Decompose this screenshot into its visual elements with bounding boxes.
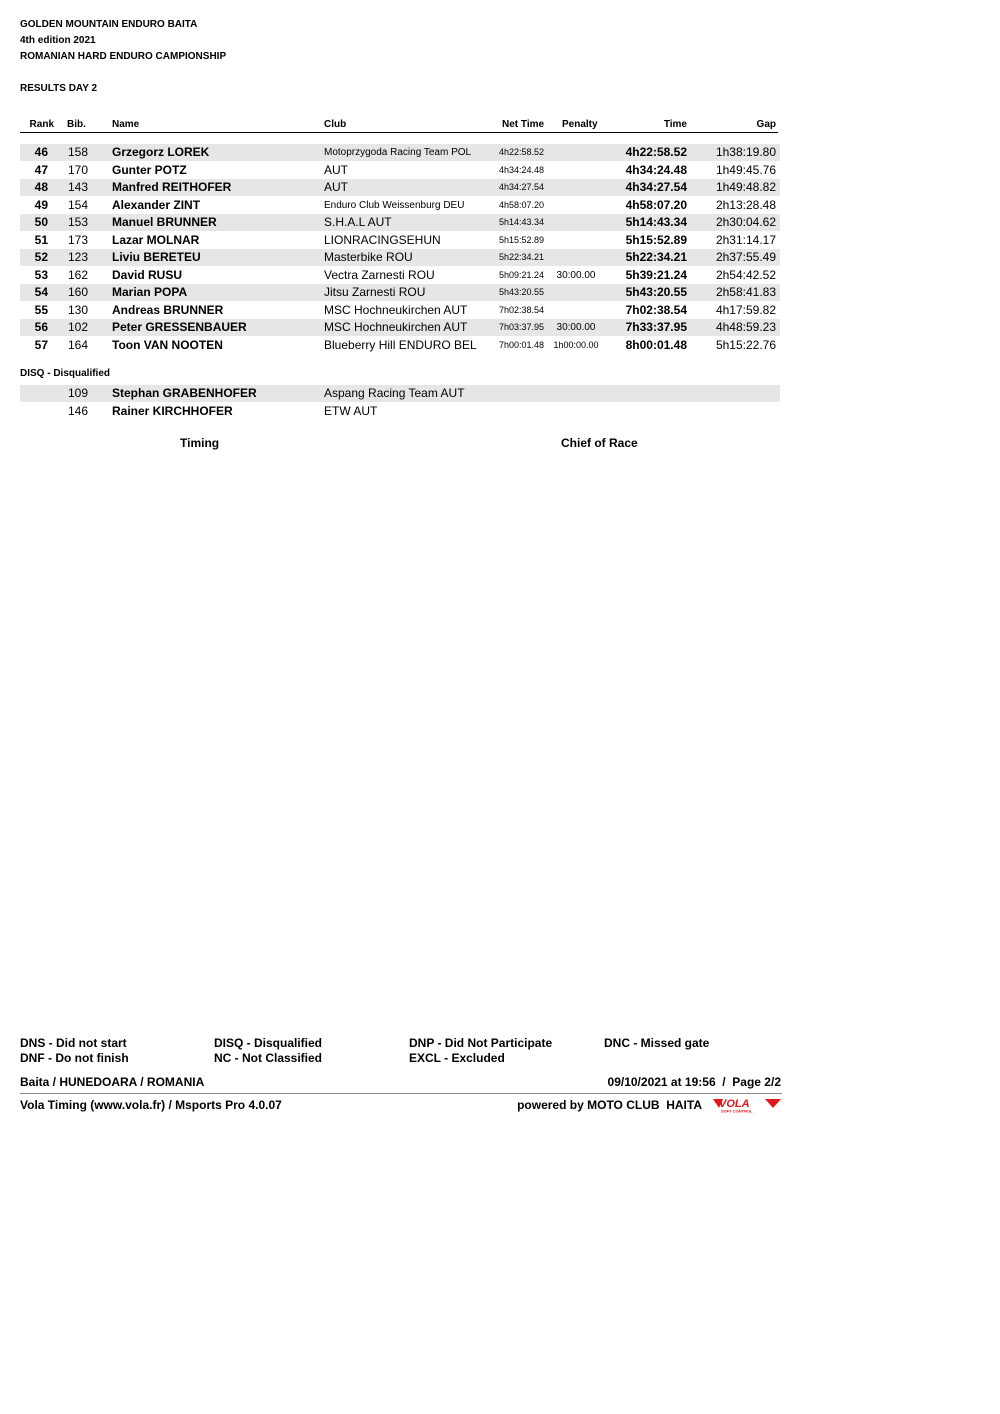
name-cell: Marian POPA (112, 285, 188, 299)
table-row (20, 302, 780, 319)
name-cell: Andreas BRUNNER (112, 302, 224, 317)
col-time-header: Time (663, 119, 687, 130)
col-club-header: Club (324, 119, 347, 130)
legend-dnf: DNF - Do not finish (20, 1051, 129, 1065)
bib-cell: 109 (68, 386, 89, 400)
net-time-cell: 5h09:21.24 (499, 269, 545, 280)
gap-cell: 2h54:42.52 (715, 267, 776, 282)
name-cell: Manfred REITHOFER (112, 180, 232, 194)
rank-cell: 48 (34, 180, 48, 194)
time-cell: 5h14:43.34 (625, 215, 687, 229)
name-cell: Alexander ZINT (112, 197, 201, 212)
rank-cell: 51 (34, 232, 48, 247)
time-cell: 8h00:01.48 (625, 337, 687, 352)
legend-dnc: DNC - Missed gate (604, 1036, 710, 1050)
gap-cell: 5h15:22.76 (715, 337, 776, 352)
name-cell: Liviu BERETEU (112, 250, 201, 264)
table-row (20, 249, 780, 266)
club-cell: AUT (324, 180, 348, 194)
net-time-cell: 7h00:01.48 (499, 339, 545, 350)
gap-cell: 1h38:19.80 (715, 145, 776, 159)
time-cell: 4h22:58.52 (625, 145, 687, 159)
table-row (20, 179, 780, 196)
bib-cell: 162 (68, 267, 89, 282)
club-cell: Vectra Zarnesti ROU (324, 267, 435, 282)
net-time-cell: 5h15:52.89 (499, 234, 545, 245)
legend-nc: NC - Not Classified (214, 1051, 323, 1065)
footer-software: Vola Timing (www.vola.fr) / Msports Pro 4.0.07 (20, 1098, 282, 1112)
club-cell: S.H.A.L AUT (324, 215, 392, 229)
time-cell: 7h02:38.54 (625, 302, 687, 317)
gap-cell: 2h37:55.49 (715, 250, 776, 264)
net-time-cell: 7h03:37.95 (499, 322, 545, 332)
legend-excl: EXCL - Excluded (409, 1051, 505, 1065)
time-cell: 5h39:21.24 (625, 267, 687, 282)
gap-cell: 2h13:28.48 (715, 197, 776, 212)
name-cell: Lazar MOLNAR (112, 232, 200, 247)
table-row (20, 284, 780, 301)
table-row (20, 162, 780, 179)
rank-cell: 50 (34, 215, 48, 229)
header-divider (20, 132, 778, 133)
footer-divider (20, 1093, 782, 1094)
legend-disq: DISQ - Disqualified (214, 1036, 323, 1050)
rank-cell: 54 (34, 285, 48, 299)
net-time-cell: 5h22:34.21 (499, 252, 545, 262)
time-cell: 5h43:20.55 (625, 285, 687, 299)
name-cell: Gunter POTZ (112, 162, 187, 177)
penalty-cell: 1h00:00.00 (553, 339, 599, 350)
bib-cell: 123 (68, 250, 89, 264)
net-time-cell: 4h34:27.54 (499, 182, 545, 192)
table-row (20, 197, 780, 214)
gap-cell: 1h49:45.76 (715, 162, 776, 177)
timing-signature-label: Timing (180, 436, 220, 450)
table-row (20, 267, 780, 284)
bib-cell: 170 (68, 162, 89, 177)
table-row (20, 385, 780, 402)
table-row (20, 403, 780, 420)
club-cell: Aspang Racing Team AUT (324, 386, 465, 400)
rank-cell: 47 (34, 162, 48, 177)
bib-cell: 164 (68, 337, 89, 352)
bib-cell: 154 (68, 197, 89, 212)
club-cell: LIONRACINGSEHUN (324, 232, 441, 247)
col-gap-header: Gap (756, 119, 776, 130)
rank-cell: 55 (34, 302, 48, 317)
legend-dns: DNS - Did not start (20, 1036, 127, 1050)
rank-cell: 53 (34, 267, 48, 282)
gap-cell: 4h48:59.23 (715, 320, 776, 334)
gap-cell: 2h31:14.17 (715, 232, 776, 247)
name-cell: Grzegorz LOREK (112, 145, 210, 159)
event-edition: 4th edition 2021 (20, 35, 96, 46)
name-cell: Toon VAN NOOTEN (112, 337, 223, 352)
bib-cell: 173 (68, 232, 89, 247)
net-time-cell: 5h43:20.55 (499, 287, 545, 297)
footer-location: Baita / HUNEDOARA / ROMANIA (20, 1075, 205, 1089)
bib-cell: 160 (68, 285, 89, 299)
vola-logo-subtext: SOFT CONTROL (721, 1108, 753, 1113)
net-time-cell: 4h22:58.52 (499, 147, 545, 157)
name-cell: Rainer KIRCHHOFER (112, 403, 233, 418)
name-cell: Peter GRESSENBAUER (112, 320, 247, 334)
bib-cell: 158 (68, 145, 89, 159)
club-cell: MSC Hochneukirchen AUT (324, 302, 468, 317)
club-cell: MSC Hochneukirchen AUT (324, 320, 468, 334)
table-row (20, 337, 780, 354)
rank-cell: 52 (34, 250, 48, 264)
name-cell: Stephan GRABENHOFER (112, 386, 257, 400)
table-row (20, 319, 780, 336)
col-name-header: Name (112, 119, 140, 130)
vola-logo-text: VOLA (719, 1098, 750, 1110)
table-row (20, 214, 780, 231)
gap-cell: 2h30:04.62 (715, 215, 776, 229)
bib-cell: 146 (68, 403, 89, 418)
time-cell: 4h34:24.48 (625, 162, 687, 177)
net-time-cell: 7h02:38.54 (499, 304, 545, 315)
rank-cell: 56 (34, 320, 48, 334)
bib-cell: 153 (68, 215, 89, 229)
club-cell: Masterbike ROU (324, 250, 413, 264)
championship-title: ROMANIAN HARD ENDURO CAMPIONSHIP (20, 51, 227, 62)
col-bib-header: Bib. (67, 119, 86, 130)
club-cell: ETW AUT (324, 403, 378, 418)
net-time-cell: 5h14:43.34 (499, 217, 545, 227)
bib-cell: 102 (68, 320, 89, 334)
name-cell: Manuel BRUNNER (112, 215, 217, 229)
table-row (20, 232, 780, 249)
club-cell: Motoprzygoda Racing Team POL (324, 147, 472, 158)
disq-section-label: DISQ - Disqualified (20, 368, 111, 379)
club-cell: Blueberry Hill ENDURO BEL (324, 337, 477, 352)
time-cell: 5h15:52.89 (625, 232, 687, 247)
rank-cell: 49 (34, 197, 48, 212)
club-cell: Enduro Club Weissenburg DEU (324, 199, 465, 211)
legend-dnp: DNP - Did Not Participate (409, 1036, 553, 1050)
bib-cell: 130 (68, 302, 89, 317)
footer-datetime-page: 09/10/2021 at 19:56 / Page 2/2 (607, 1075, 781, 1089)
time-cell: 4h34:27.54 (625, 180, 687, 194)
gap-cell: 1h49:48.82 (715, 180, 776, 194)
event-title: GOLDEN MOUNTAIN ENDURO BAITA (20, 19, 198, 30)
col-rank-header: Rank (29, 119, 54, 130)
gap-cell: 4h17:59.82 (715, 302, 776, 317)
rank-cell: 57 (34, 337, 48, 352)
net-time-cell: 4h58:07.20 (499, 199, 545, 210)
time-cell: 4h58:07.20 (625, 197, 687, 212)
footer-powered-by: powered by MOTO CLUB HAITA (517, 1098, 702, 1112)
club-cell: Jitsu Zarnesti ROU (324, 285, 426, 299)
rank-cell: 46 (34, 145, 48, 159)
col-net-header: Net Time (502, 119, 545, 130)
vola-logo-icon (713, 1097, 781, 1113)
results-label: RESULTS DAY 2 (20, 83, 98, 94)
col-penalty-header: Penalty (562, 119, 598, 130)
time-cell: 7h33:37.95 (625, 320, 687, 334)
table-row (20, 144, 780, 161)
vola-logo (713, 1097, 781, 1113)
time-cell: 5h22:34.21 (625, 250, 687, 264)
penalty-cell: 30:00.00 (556, 322, 596, 333)
gap-cell: 2h58:41.83 (715, 285, 776, 299)
penalty-cell: 30:00.00 (556, 269, 596, 281)
club-cell: AUT (324, 162, 348, 177)
name-cell: David RUSU (112, 267, 183, 282)
chief-of-race-signature-label: Chief of Race (561, 436, 638, 450)
bib-cell: 143 (68, 180, 89, 194)
net-time-cell: 4h34:24.48 (499, 164, 545, 175)
